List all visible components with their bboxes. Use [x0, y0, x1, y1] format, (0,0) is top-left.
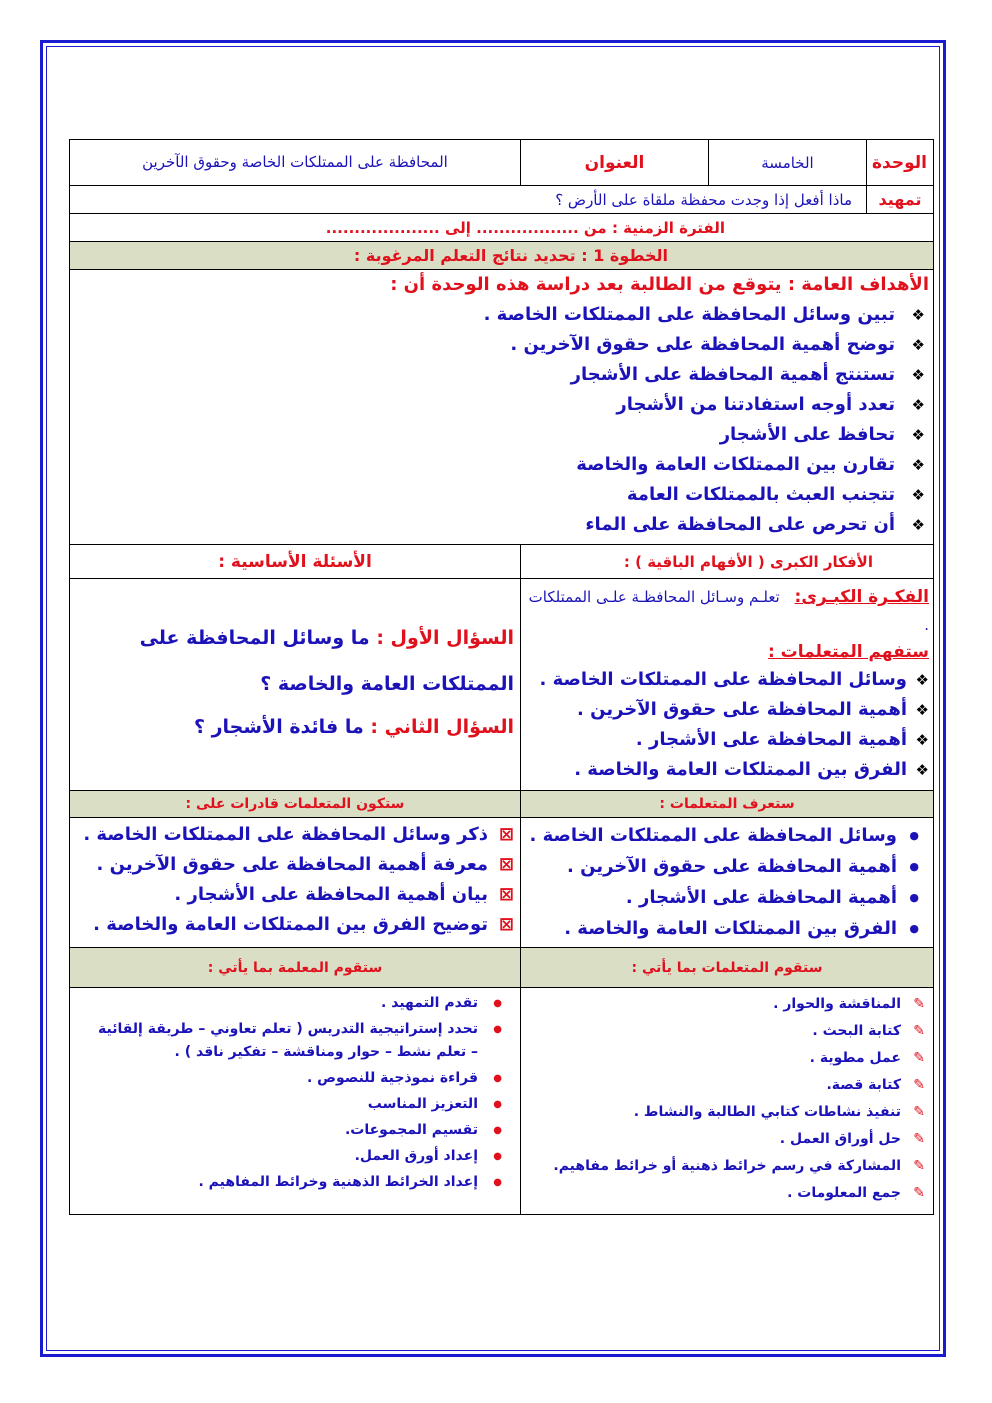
time-row	[70, 214, 934, 242]
unit-row	[70, 140, 934, 186]
step1-row	[70, 242, 934, 270]
list-item: ● إعداد أورق العمل.	[90, 1145, 516, 1168]
question-1	[78, 615, 514, 707]
students-list	[525, 991, 929, 1207]
ideas-questions-row	[70, 579, 934, 791]
goals-heading: الأهداف العامة : يتوقع من الطالبة بعد دراسة هذه الوحدة أن :	[390, 274, 929, 295]
list-item: ✎ المشاركة في رسم خرائط ذهنية أو خرائط مفاهيم.	[525, 1153, 929, 1180]
question-2-label: السؤال الثاني :	[370, 716, 514, 738]
list-item: ● وسائل المحافظة على الممتلكات الخاصة .	[525, 820, 929, 851]
students-heading: ستقوم المتعلمات بما يأتي :	[521, 948, 934, 988]
list-item: ❖ الفرق بين الممتلكات العامة والخاصة .	[527, 755, 929, 785]
goals-row	[70, 270, 934, 545]
list-item: ❖ أهمية المحافظة على حقوق الآخرين .	[527, 695, 929, 725]
understand-list	[527, 665, 929, 785]
teacher-list	[90, 992, 516, 1194]
questions-heading: الأسئلة الأساسية :	[70, 545, 521, 579]
know-heading: ستعرف المتعلمات :	[521, 791, 934, 818]
understand-label: ستفهم المتعلمات :	[767, 642, 929, 662]
time-period: الفترة الزمنية : من .................. إلى ....................	[70, 214, 934, 242]
ideas-questions-header-row	[70, 545, 934, 579]
list-item: ✎ كتابة قصة.	[525, 1072, 929, 1099]
list-item: ✎ كتابة البحث .	[525, 1018, 929, 1045]
intro-label: تمهيد	[867, 186, 934, 214]
list-item: ✎ جمع المعلومات .	[525, 1180, 929, 1207]
list-item: ✎ حل أوراق العمل .	[525, 1126, 929, 1153]
list-item: ❖ أهمية المحافظة على الأشجار .	[527, 725, 929, 755]
intro-row	[70, 186, 934, 214]
question-1-label: السؤال الأول :	[376, 627, 514, 649]
list-item: ✎ تنفيذ نشاطات كتابي الطالبة والنشاط .	[525, 1099, 929, 1126]
big-ideas-heading: الأفكار الكبرى ( الأفهام الباقية ) :	[521, 545, 934, 579]
lesson-plan-table	[69, 139, 934, 1215]
step1-heading: الخطوة 1 : تحديد نتائج التعلم المرغوبة :	[70, 242, 934, 270]
list-item: ❖ تستنتج أهمية المحافظة على الأشجار	[74, 360, 929, 390]
list-item: ● تقدم التمهيد .	[90, 992, 516, 1015]
list-item: ❖ تقارن بين الممتلكات العامة والخاصة	[74, 450, 929, 480]
able-heading: ستكون المتعلمات قادرات على :	[70, 791, 521, 818]
list-item: ❖ تحافظ على الأشجار	[74, 420, 929, 450]
intro-value: ماذا أفعل إذا وجدت محفظة ملقاة على الأرض ؟	[70, 186, 867, 214]
know-list	[525, 820, 929, 944]
big-idea-label: الفكـرة الكبـرى:	[794, 587, 929, 607]
big-idea-text: تعلـم وسـائل المحافظـة علـى الممتلكات .	[528, 588, 929, 634]
list-item: ❖ توضح أهمية المحافظة على حقوق الآخرين .	[74, 330, 929, 360]
list-item: ● تحدد إستراتيجية التدريس ( تعلم تعاوني – طريقة إلقائية – تعلم نشط – حوار ومناقشة – تفكير ناقد ) .	[90, 1018, 516, 1064]
question-1-text: ما وسائل المحافظة على الممتلكات العامة والخاصة ؟	[139, 627, 514, 695]
list-item: ❖ وسائل المحافظة على الممتلكات الخاصة .	[527, 665, 929, 695]
unit-label: الوحدة	[867, 140, 934, 186]
unit-value: الخامسة	[709, 140, 867, 186]
know-able-row	[70, 818, 934, 948]
goals-list	[74, 300, 929, 540]
list-item: ⊠ معرفة أهمية المحافظة على حقوق الآخرين .	[74, 850, 516, 880]
list-item: ❖ تتجنب العبث بالممتلكات العامة	[74, 480, 929, 510]
list-item: ❖ تعدد أوجه استفادتنا من الأشجار	[74, 390, 929, 420]
list-item: ● تقسيم المجموعات.	[90, 1119, 516, 1142]
activities-header-row	[70, 948, 934, 988]
question-2-text: ما فائدة الأشجار ؟	[193, 716, 364, 738]
list-item: ⊠ بيان أهمية المحافظة على الأشجار .	[74, 880, 516, 910]
list-item: ⊠ ذكر وسائل المحافظة على الممتلكات الخاصة .	[74, 820, 516, 850]
list-item: ❖ أن تحرص على المحافظة على الماء	[74, 510, 929, 540]
title-label: العنوان	[521, 140, 709, 186]
list-item: ❖ تبين وسائل المحافظة على الممتلكات الخاصة .	[74, 300, 929, 330]
list-item: ⊠ توضيح الفرق بين الممتلكات العامة والخاصة .	[74, 910, 516, 940]
activities-row	[70, 988, 934, 1215]
teacher-heading: ستقوم المعلمة بما يأتي :	[70, 948, 521, 988]
list-item: ● الفرق بين الممتلكات العامة والخاصة .	[525, 913, 929, 944]
title-value: المحافظة على الممتلكات الخاصة وحقوق الآخرين	[70, 140, 521, 186]
know-able-header-row	[70, 791, 934, 818]
list-item: ● التعزيز المناسب	[90, 1093, 516, 1116]
list-item: ● أهمية المحافظة على الأشجار .	[525, 882, 929, 913]
question-2	[78, 707, 514, 747]
list-item: ✎ المناقشة والحوار .	[525, 991, 929, 1018]
list-item: ✎ عمل مطوية .	[525, 1045, 929, 1072]
able-list	[74, 820, 516, 940]
list-item: ● قراءة نموذجية للنصوص .	[90, 1067, 516, 1090]
list-item: ● إعداد الخرائط الذهنية وخرائط المفاهيم .	[90, 1171, 516, 1194]
list-item: ● أهمية المحافظة على حقوق الآخرين .	[525, 851, 929, 882]
big-idea	[527, 583, 929, 639]
